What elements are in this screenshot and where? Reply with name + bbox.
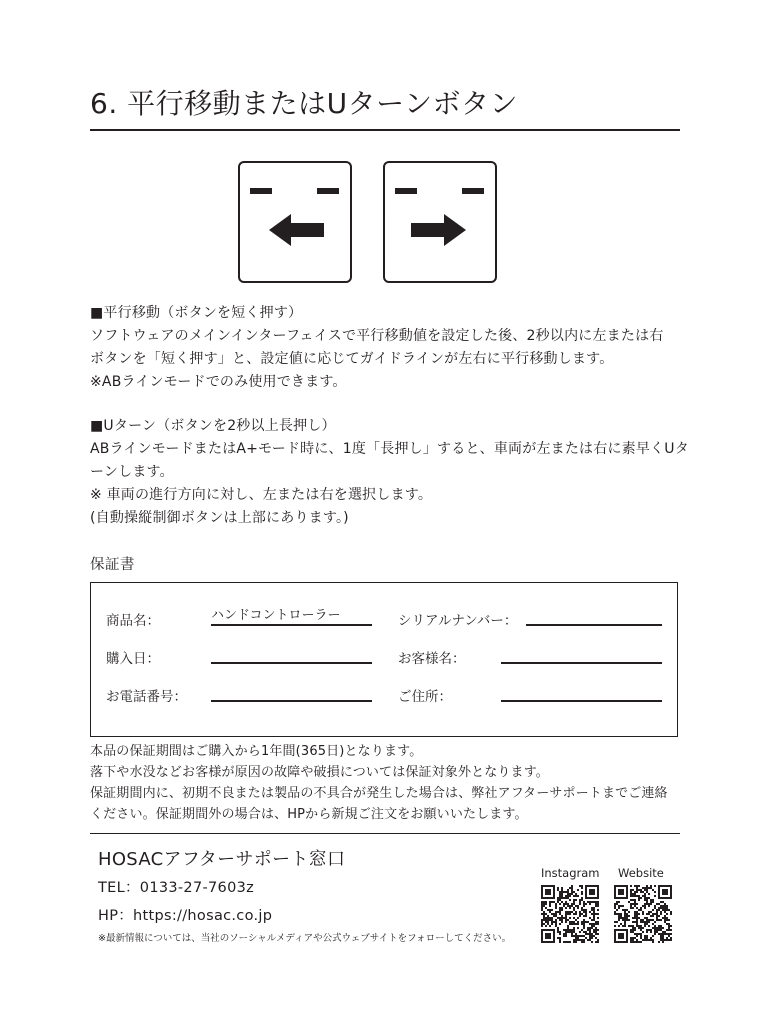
social-follow-note: ※最新情報については、当社のソーシャルメディアや公式ウェブサイトをフォローしてください。: [98, 933, 512, 944]
section-title: 6. 平行移動またはUターンボタン: [90, 87, 519, 120]
arrow-left-button-icon: [238, 161, 352, 283]
uturn-line: ーンします。: [90, 464, 174, 480]
phone-number-field[interactable]: [211, 700, 372, 702]
warranty-note-line: 保証期間内に、初期不良または製品の不具合が発生した場合は、弊社アフターサポートまでご連絡: [90, 786, 668, 801]
phone-number-label: お電話番号：: [106, 689, 187, 705]
support-website-link[interactable]: HP：https://hosac.co.jp: [98, 908, 273, 924]
warranty-note-line: 本品の保証期間はご購入から1年間(365日)となります。: [90, 744, 423, 759]
purchase-date-label: 購入日：: [106, 651, 160, 667]
parallel-move-section: [90, 302, 663, 394]
support-contact-title: HOSACアフターサポート窓口: [98, 849, 346, 870]
warranty-note-line: ください。保証期間外の場合は、HPから新規ご注文をお願いいたします。: [90, 807, 528, 822]
parallel-move-line: ソフトウェアのメインインターフェイスで平行移動値を設定した後、2秒以内に左または右: [90, 328, 664, 344]
footer-divider: [90, 833, 680, 834]
customer-name-label: お客様名：: [398, 651, 466, 667]
serial-number-field[interactable]: [526, 624, 662, 626]
uturn-line: (自動操縦制御ボタンは上部にあります。): [90, 510, 349, 526]
product-name-field[interactable]: [211, 624, 372, 626]
website-qr-label: Website: [618, 866, 664, 880]
uturn-section: [90, 415, 689, 530]
arrow-right-button-icon: [383, 161, 497, 283]
instagram-qr-code-icon[interactable]: [541, 885, 599, 943]
parallel-move-heading: ■平行移動（ボタンを短く押す）: [90, 305, 303, 321]
product-name-label: 商品名：: [106, 613, 160, 629]
address-field[interactable]: [501, 700, 662, 702]
uturn-heading: ■Uターン（ボタンを2秒以上長押し）: [90, 418, 336, 434]
website-qr-code-icon[interactable]: [614, 885, 672, 943]
title-underline: [90, 129, 680, 131]
uturn-line: ※ 車両の進行方向に対し、左または右を選択します。: [90, 487, 433, 503]
warranty-form: [90, 582, 678, 737]
parallel-move-line: ※ABラインモードでのみ使用できます。: [90, 374, 347, 390]
parallel-move-line: ボタンを「短く押す」と、設定値に応じてガイドラインが左右に平行移動します。: [90, 351, 614, 367]
warranty-note-line: 落下や水没などお客様が原因の故障や破損については保証対象外となります。: [90, 765, 549, 780]
customer-name-field[interactable]: [501, 662, 662, 664]
support-phone: TEL：0133-27-7603z: [98, 880, 255, 896]
address-label: ご住所：: [398, 689, 452, 705]
warranty-title: 保証書: [90, 557, 135, 573]
uturn-line: ABラインモードまたはA+モード時に、1度「長押し」すると、車両が左または右に素早くUタ: [90, 441, 689, 457]
instagram-qr-label: Instagram: [541, 866, 600, 880]
warranty-notes: [90, 741, 668, 825]
product-name-value: ハンドコントローラー: [211, 608, 341, 623]
serial-number-label: シリアルナンバー：: [398, 613, 518, 629]
purchase-date-field[interactable]: [211, 662, 372, 664]
